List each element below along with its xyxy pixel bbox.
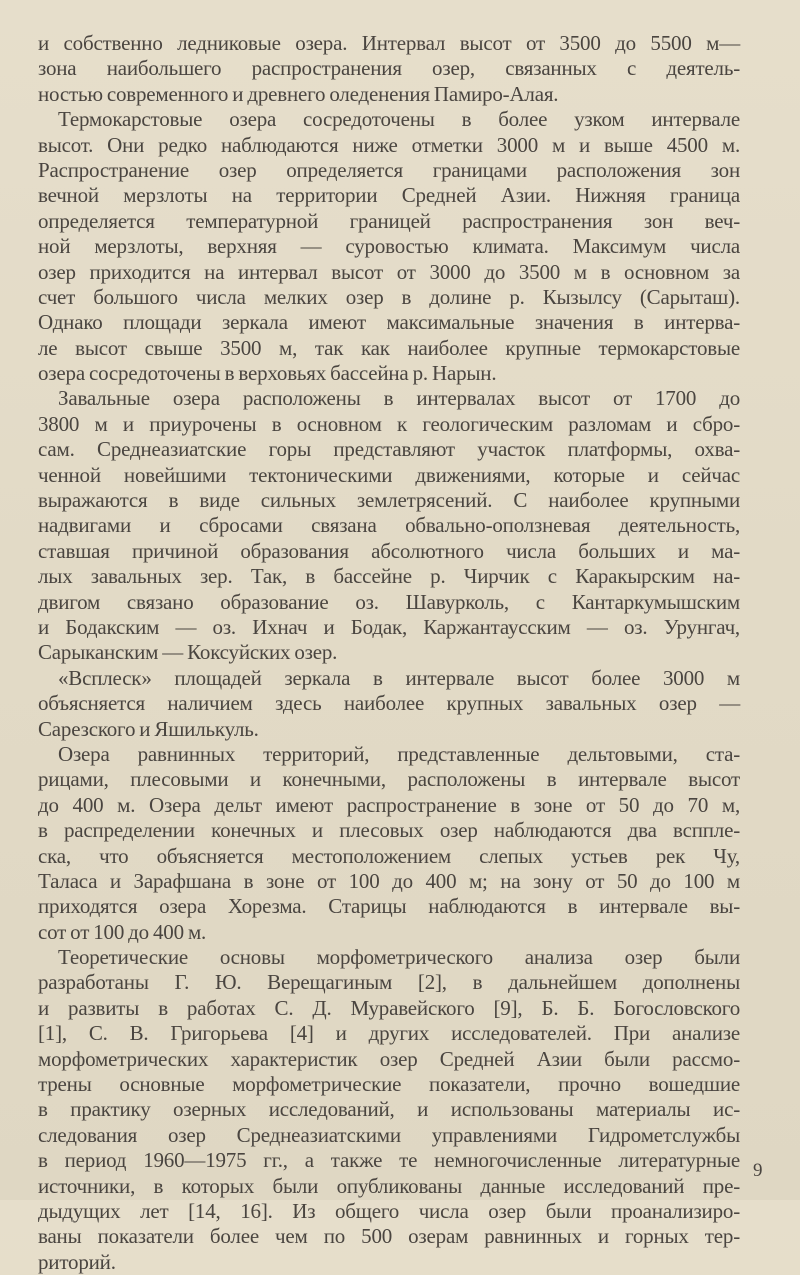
text-line: [1], С. В. Григорьева [4] и других исследователей. При анализе xyxy=(38,1021,740,1046)
text-line: высот. Они редко наблюдаются ниже отметки 3000 м и выше 4500 м. xyxy=(38,132,740,157)
text-line: Теоретические основы морфометрического анализа озер были xyxy=(58,945,740,970)
text-line: Завальные озера расположены в интервалах высот от 1700 до xyxy=(58,386,740,411)
text-line: Однако площади зеркала имеют максимальные значения в интерва- xyxy=(38,310,740,335)
text-line: сот от 100 до 400 м. xyxy=(38,919,207,944)
text-line: источники, в которых были опубликованы данные исследований пре- xyxy=(38,1173,740,1198)
text-line: объясняется наличием здесь наиболее крупных завальных озер — xyxy=(38,691,740,716)
text-line: сам. Среднеазиатские горы представляют участок платформы, охва- xyxy=(38,437,740,462)
paragraph-glacial-lakes xyxy=(38,31,740,107)
text-line: «Всплеск» площадей зеркала в интервале высот более 3000 м xyxy=(58,665,740,690)
text-line: и Бодакским — оз. Ихнач и Бодак, Каржантаусским — оз. Урунгач, xyxy=(38,614,740,639)
text-line: в период 1960—1975 гг., а также те немногочисленные литературные xyxy=(38,1148,740,1173)
text-line: ченной новейшими тектоническими движениями, которые и сейчас xyxy=(38,462,740,487)
text-line: ностью современного и древнего оледенения Памиро-Алая. xyxy=(38,81,559,106)
text-line: озера сосредоточены в верховьях бассейна р. Нарын. xyxy=(38,361,497,386)
text-line: надвигами и сбросами связана обвально-оползневая деятельность, xyxy=(38,513,740,538)
text-line: ставшая причиной образования абсолютного числа больших и ма- xyxy=(38,538,740,563)
text-line: приходятся озера Хорезма. Старицы наблюдаются в интервале вы- xyxy=(38,894,740,919)
text-line: определяется температурной границей распространения зон веч- xyxy=(38,208,740,233)
text-line: счет большого числа мелких озер в долине р. Кызылсу (Сарыташ). xyxy=(38,284,740,309)
text-line: Распространение озер определяется границами расположения зон xyxy=(38,157,740,182)
text-line: ле высот свыше 3500 м, так как наиболее крупные термокарстовые xyxy=(38,335,740,360)
text-line: и развиты в работах С. Д. Муравейского [9], Б. Б. Богословского xyxy=(38,995,740,1020)
text-line: Термокарстовые озера сосредоточены в более узком интервале xyxy=(58,107,740,132)
text-line: морфометрических характеристик озер Средней Азии были рассмо- xyxy=(38,1046,740,1071)
text-line: до 400 м. Озера дельт имеют распространение в зоне от 50 до 70 м, xyxy=(38,792,740,817)
paragraph-plain-lakes xyxy=(38,742,740,945)
text-line: выражаются в виде сильных землетрясений. С наиболее крупными xyxy=(38,488,740,513)
text-line: Озера равнинных территорий, представленные дельтовыми, ста- xyxy=(58,741,740,766)
text-line: двигом связано образование оз. Шавурколь, с Кантаркумышским xyxy=(38,589,740,614)
paragraph-morphometric-analysis xyxy=(38,945,740,1275)
text-line: и собственно ледниковые озера. Интервал высот от 3500 до 5500 м— xyxy=(38,31,740,55)
text-line: ной мерзлоты, верхняя — суровостью климата. Максимум числа xyxy=(38,234,740,259)
text-line: в распределении конечных и плесовых озер наблюдаются два всппле- xyxy=(38,818,740,843)
text-line: в практику озерных исследований, и использованы материалы ис- xyxy=(38,1097,740,1122)
text-line: лых завальных зер. Так, в бассейне р. Чирчик с Каракырским на- xyxy=(38,564,740,589)
text-line: Сарыканским — Коксуйских озер. xyxy=(38,640,338,665)
text-line: разработаны Г. Ю. Верещагиным [2], в дальнейшем дополнены xyxy=(38,970,740,995)
paragraph-surface-area-surge xyxy=(38,666,740,742)
text-line: ска, что объясняется местоположением слепых устьев рек Чу, xyxy=(38,843,740,868)
text-line: зона наибольшего распространения озер, связанных с деятель- xyxy=(38,56,740,81)
page-number: 9 xyxy=(753,1160,763,1181)
paragraph-dammed-lakes xyxy=(38,386,740,665)
text-line: вечной мерзлоты на территории Средней Азии. Нижняя граница xyxy=(38,183,740,208)
text-line: Сарезского и Яшилькуль. xyxy=(38,716,259,741)
text-line: озер приходится на интервал высот от 3000 до 3500 м в основном за xyxy=(38,259,740,284)
text-line: рицами, плесовыми и конечными, расположены в интервале высот xyxy=(38,767,740,792)
text-line: Таласа и Зарафшана в зоне от 100 до 400 м; на зону от 50 до 100 м xyxy=(38,868,740,893)
text-line: 3800 м и приурочены в основном к геологическим разломам и сбро- xyxy=(38,411,740,436)
text-line: ваны показатели более чем по 500 озерам равнинных и горных тер- xyxy=(38,1224,740,1249)
text-line: дыдущих лет [14, 16]. Из общего числа озер были проанализиро- xyxy=(38,1198,740,1223)
page-body xyxy=(38,31,740,1275)
text-line: трены основные морфометрические показатели, прочно вошедшие xyxy=(38,1072,740,1097)
text-line: следования озер Среднеазиатскими управлениями Гидрометслужбы xyxy=(38,1122,740,1147)
text-line: риторий. xyxy=(38,1249,116,1274)
paragraph-thermokarst-lakes xyxy=(38,107,740,386)
